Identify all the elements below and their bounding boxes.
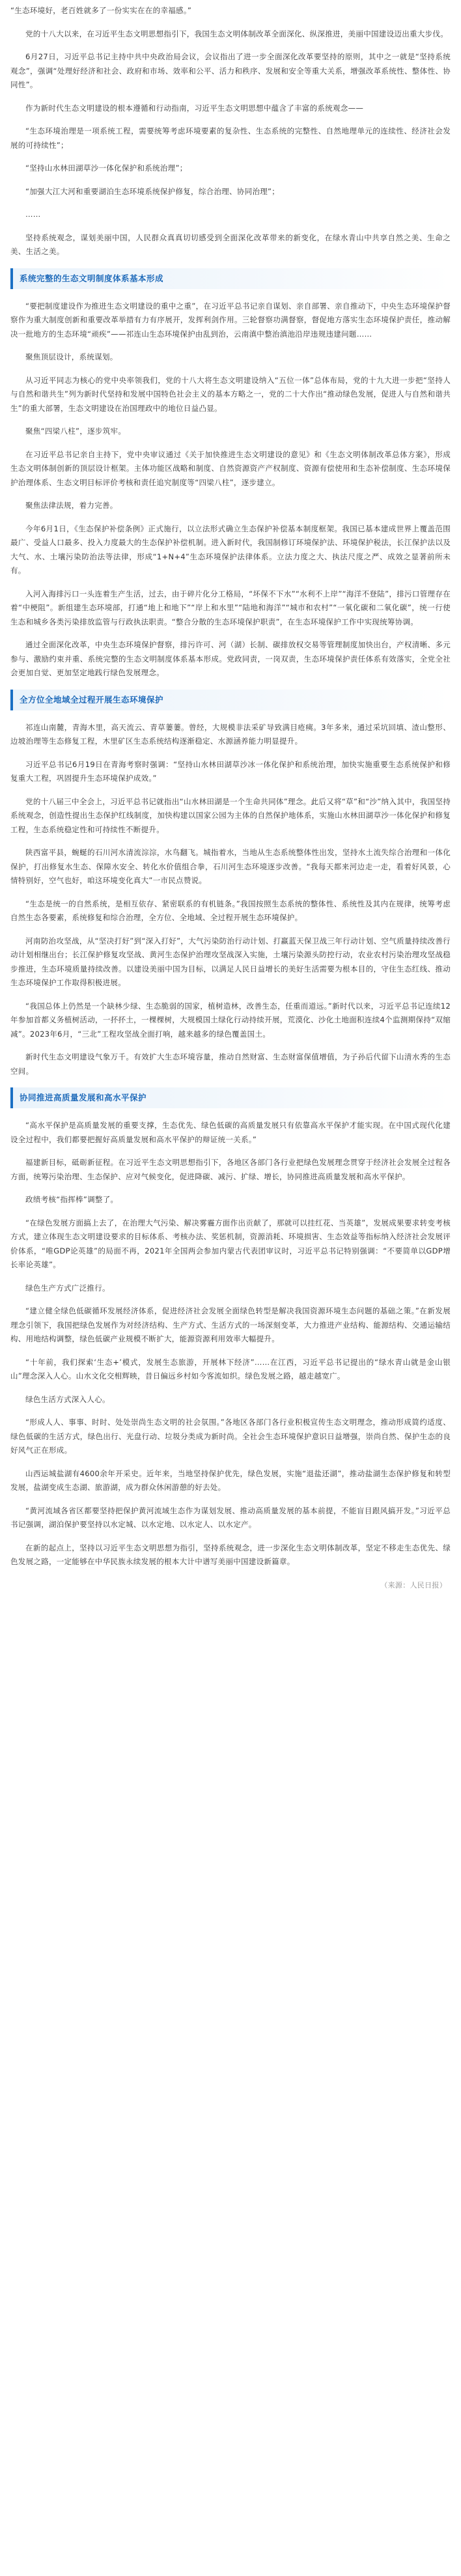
intro-quote: “坚持山水林田湖草沙一体化保护和系统治理”；	[25, 163, 188, 173]
source-credit: （来源：人民日报）	[380, 1580, 447, 1589]
body-paragraph: 祁连山南麓，青海木里，高天流云、青草萋萋。曾经，大规模非法采矿导致满目疮痍。3年多来，通过采坑回填、渣山整形、边坡治理等生态修复工程，木里矿区生态系统结构逐渐稳定、水源涵养能力明显提升。	[10, 722, 451, 746]
sub-lead: 绿色生产方式广泛推行。	[25, 1283, 110, 1293]
section-title: 协同推进高质量发展和高水平保护	[20, 1093, 147, 1102]
body-paragraph: 入河入海排污口一头连着生产生活，过去，由于碎片化分工格局，“坏保不下水”“水利不上岸”“海洋不登陆”，排污口管理存在着“中梗阻”。新组建生态环境部，打通“地上和地下”“岸上和水里”“陆地和海洋”“城市和农村”“一氧化碳和二氧化碳”，统一行使生态和城乡各类污染排放监管与行政执法职责。“整合分散的生态环境保护职责”，在生态环境保护工作中实现统筹协调。	[10, 589, 451, 626]
section-header	[10, 268, 451, 289]
intro-quote: “加强大江大河和重要湖泊生态环境系统保护修复，综合治理、协同治理”；	[25, 186, 280, 196]
body-paragraph: 从习近平同志为核心的党中央率领我们，党的十八大将生态文明建设纳入“五位一体”总体布局，党的十九大进一步把“坚持人与自然和谐共生”列为新时代坚持和发展中国特色社会主义的基本方略之一，党的二十大作出“推动绿色发展，促进人与自然和谐共生”的重大部署，生态文明建设在治国理政中的地位日益凸显。	[10, 375, 451, 413]
body-paragraph: “要把制度建设作为推进生态文明建设的重中之重”，在习近平总书记亲自谋划、亲自部署、亲自推动下，中央生态环境保护督察作为重大制度创新和重要改革举措有力有序展开，发挥利剑作用。三轮督察功满督察，督促地方落实生态环境保护责任，推动解决一批地方的生态环境“顽疾”——祁连山生态环境保护由乱到治，云南滇中整治滇池沿岸违规违建问题……	[10, 301, 451, 339]
intro-ellipsis: ……	[25, 210, 41, 219]
body-paragraph: 福建新目标，砥砺新征程。在习近平生态文明思想指引下，各地区各部门各行业把绿色发展理念贯穿于经济社会发展全过程各方面，统筹污染治理、生态保护、应对气候变化，促进降碳、减污、扩绿、增长，协同推进高质量发展和高水平保护。	[10, 1158, 451, 1181]
intro-paragraph: 党的十八大以来，在习近平生态文明思想指引下，我国生态文明体制改革全面深化、纵深推进，美丽中国建设迈出重大步伐。	[25, 29, 448, 38]
sub-lead: 聚焦“四梁八柱”，逐步筑牢。	[25, 427, 126, 436]
section-title: 系统完整的生态文明制度体系基本形成	[20, 273, 164, 283]
body-paragraph: 陕西富平县，蜿蜒的石川河水清流淙淙，水鸟翻飞。城指着水，当地从生态系统整体性出发，坚持水土流失综合治理和一体化保护，打出修复水生态、保障水安全、转化水价值组合拳，石川河生态环境逐步改善。“我每天都来河边走一走，看着好风景，心情特别好，空气也好，咱这环境变化真大”一市民点赞说。	[10, 848, 451, 885]
section-header	[10, 690, 451, 710]
body-paragraph: “我国总体上仍然是一个缺林少绿、生态脆弱的国家，植树造林，改善生态，任重而道远。”新时代以来，习近平总书记连续12年参加首都义务植树活动，一抔抔土，一棵棵树，大规模国土绿化行动持续开展，荒漠化、沙化土地面积连续4个监测期保持“双缩减”。2023年6月，“三北”工程攻坚战全面打响，越来越多的绿色覆盖国土。	[10, 1001, 451, 1039]
closing-paragraph: 在新的起点上，坚持以习近平生态文明思想为指引，坚持系统观念，进一步深化生态文明体制改革，坚定不移走生态优先、绿色发展之路，一定能够在中华民族永续发展的根本大计中谱写美丽中国建设新篇章。	[10, 1543, 451, 1566]
sub-lead: 聚焦法律法规，着力完善。	[25, 501, 118, 510]
body-paragraph: “高水平保护是高质量发展的重要支撑，生态优先、绿色低碳的高质量发展只有依靠高水平保护才能实现。在中国式现代化建设全过程中，我们都要把握好高质量发展和高水平保护的辩证统一关系。”	[10, 1121, 451, 1144]
body-paragraph: 习近平总书记6月19日在青海考察时强调：“坚持山水林田湖草沙冰一体化保护和系统治理，加快实施重要生态系统保护和修复重大工程，巩固提升生态环境保护成效。”	[10, 759, 451, 783]
section-title: 全方位全地域全过程开展生态环境保护	[20, 694, 164, 705]
body-paragraph: “形成人人、事事、时时、处处崇尚生态文明的社会氛围。”各地区各部门各行业积极宣传生态文明理念，推动形成简约适度、绿色低碳的生活方式，绿色出行、光盘行动、垃圾分类成为新时尚。全社会生态环境保护意识日益增强，崇尚自然、保护生态的良好风气正在形成。	[10, 1418, 451, 1455]
intro-paragraph: 作为新时代生态文明建设的根本遵循和行动指南，习近平生态文明思想中蕴含了丰富的系统观念——	[25, 103, 364, 113]
body-paragraph: “十年前，我们探索‘生态+’模式，发展生态旅游，开展林下经济”……在江西，习近平总书记提出的“绿水青山就是金山银山”理念深入人心。山水文化交相辉映，昔日偏远乡村如今客流如织。绿色发展之路，越走越宽广。	[10, 1357, 451, 1380]
section-header	[10, 1087, 451, 1108]
body-paragraph: 新时代生态文明建设气象万千。有效扩大生态环境容量，推动自然财富、生态财富保值增值，为子孙后代留下山清水秀的生态空间。	[10, 1052, 451, 1076]
lead-quote: “生态环境好，老百姓就多了一份实实在在的幸福感。”	[10, 6, 192, 15]
body-paragraph: 党的十八届三中全会上，习近平总书记就指出“山水林田湖是一个生命共同体”理念。此后又将“草”和“沙”纳入其中，我国坚持系统观念，创造性提出生态保护红线制度，加快构建以国家公园为主体的自然保护地体系，实施山水林田湖草沙一体化保护和修复工程，生态系统稳定性和可持续性不断提升。	[10, 796, 451, 834]
body-paragraph: 河南防治攻坚战，从“坚决打好”到“深入打好”，大气污染防治行动计划、打赢蓝天保卫战三年行动计划、空气质量持续改善行动计划相继出台；长江保护修复攻坚战、黄河生态保护治理攻坚战深入实施，土壤污染源头防控行动，农业农村污染治理攻坚战稳步推进，生态环境质量持续改善。以建设美丽中国为目标，以满足人民日益增长的美好生活需要为根本目的，守住生态红线、推动生态环境保护工作取得积极进展。	[10, 936, 451, 987]
body-paragraph: 今年6月1日，《生态保护补偿条例》正式施行，以立法形式确立生态保护补偿基本制度框架。我国已基本建成世界上覆盖范围最广、受益人口最多、投入力度最大的生态保护补偿机制。进入新时代，我国制修订环境保护法、环境保护税法，长江保护法以及大气、水、土壤污染防治法等法律，形成“1+N+4”生态环境保护法律体系。立法力度之大、执法尺度之严、成效之显著前所未有。	[10, 524, 451, 575]
body-paragraph: “建立健全绿色低碳循环发展经济体系，促进经济社会发展全面绿色转型是解决我国资源环境生态问题的基础之策。”在新发展理念引领下，我国把绿色发展作为对经济结构、生产方式、生活方式的一场深刻变革，大力推进产业结构、能源结构、交通运输结构、用地结构调整，绿色低碳产业规模不断扩大，能源资源利用效率大幅提升。	[10, 1306, 451, 1343]
sub-lead: 聚焦顶层设计，系统谋划。	[25, 352, 118, 361]
body-paragraph: 通过全面深化改革，中央生态环境保护督察，排污许可、河（湖）长制、碳排放权交易等管理制度加快出台，产权清晰、多元参与、激励约束并重、系统完整的生态文明制度体系基本形成。党政同责，一岗双责，生态环境保护责任体系有效落实，全党全社会更加自觉、更加坚定地践行绿色发展理念。	[10, 640, 451, 677]
sub-lead: 政绩考核“指挥棒”调整了。	[25, 1195, 119, 1204]
body-paragraph: 在习近平总书记亲自主持下，党中央审议通过《关于加快推进生态文明建设的意见》和《生态文明体制改革总体方案》，形成生态文明体制创新的顶层设计框架。主体功能区战略和制度、自然资源资产产权制度、资源有偿使用和生态补偿制度、生态环境保护治理体系、生态文明目标评价考核和责任追究制度等“四梁八柱”，逐步建立。	[10, 449, 451, 487]
body-paragraph: 山西运城盐湖有4600余年开采史。近年来，当地坚持保护优先，绿色发展，实施“退盐还湖”，推动盐湖生态保护修复和转型发展，盐湖变成生态湖、旅游湖，成为群众休闲游憩的好去处。	[10, 1468, 451, 1492]
body-paragraph: “在绿色发展方面搞上去了，在治理大气污染、解决雾霾方面作出贡献了，那就可以挂红花、当英雄”，发展成果要求转变考核方式，建立体现生态文明建设要求的目标体系、考核办法、奖惩机制，资源消耗、环境损害、生态效益等指标纳入经济社会发展评价体系，“唯GDP论英雄”的局面不再，2021年全国两会参加内蒙古代表团审议时，习近平总书记特别强调：“不要简单以GDP增长率论英雄”。	[10, 1218, 451, 1269]
intro-quote: “生态环境治理是一项系统工程，需要统筹考虑环境要素的复杂性、生态系统的完整性、自然地理单元的连续性、经济社会发展的可持续性”；	[10, 126, 451, 150]
body-paragraph: “生态是统一的自然系统，是相互依存、紧密联系的有机链条。”我国按照生态系统的整体性、系统性及其内在规律，统筹考虑自然生态各要素，系统修复和综合治理，全方位、全地域、全过程开展生态环境保护。	[10, 899, 451, 922]
intro-paragraph: 6月27日，习近平总书记主持中共中央政治局会议，会议指出了进一步全面深化改革要坚持的原则，其中之一就是“坚持系统观念”，强调“处理好经济和社会、政府和市场、效率和公平、活力和秩序、发展和安全等重大关系，增强改革系统性、整体性、协同性”。	[10, 52, 451, 89]
body-paragraph: “黄河流域各省区都要坚持把保护黄河流域生态作为谋划发展、推动高质量发展的基本前提，不能盲目跟风搞开发。”习近平总书记强调，湖泊保护要坚持以水定城、以水定地、以水定人、以水定产。	[10, 1505, 451, 1529]
sub-lead: 绿色生活方式深入人心。	[25, 1394, 110, 1404]
intro-paragraph: 坚持系统观念，谋划美丽中国，人民群众真真切切感受到全面深化改革带来的新变化，在绿水青山中共享自然之美、生命之美、生活之美。	[10, 232, 451, 256]
